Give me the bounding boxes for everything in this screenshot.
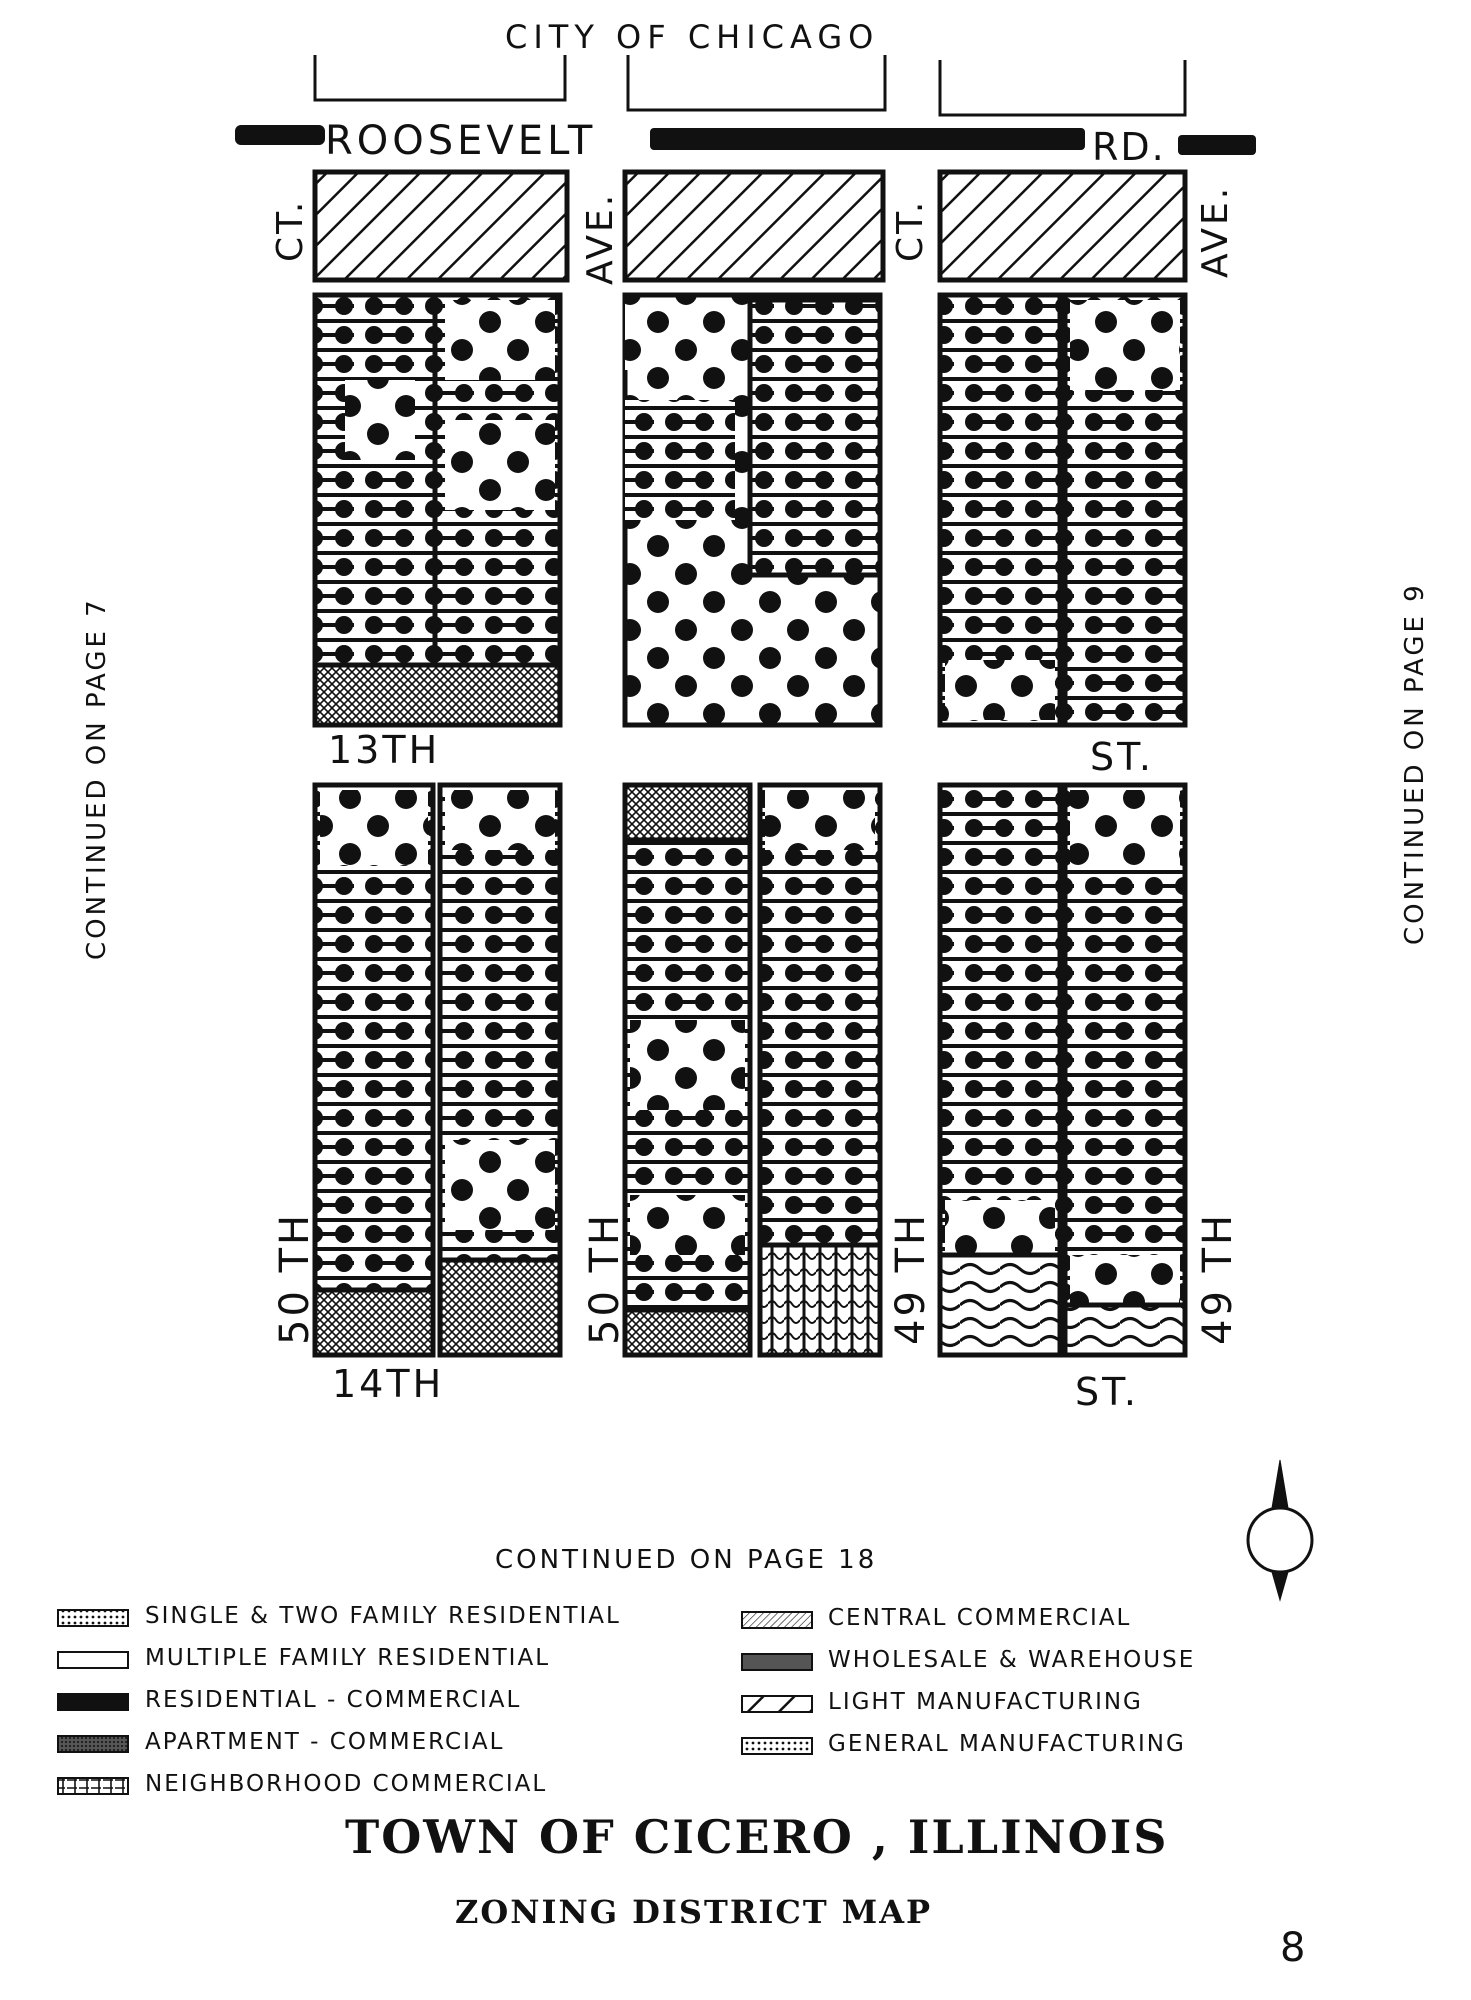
st-label-13th: ST. — [1090, 735, 1154, 779]
ave-left-label: AVE. — [580, 191, 621, 285]
continued-page-18: CONTINUED ON PAGE 18 — [495, 1545, 878, 1575]
continued-page-9: CONTINUED ON PAGE 9 — [1400, 582, 1430, 945]
49th-mid-label: 49 TH — [888, 1211, 934, 1345]
50th-mid-label: 50 TH — [582, 1211, 628, 1345]
50th-left-label: 50 TH — [272, 1211, 318, 1345]
city-boundary-brackets — [315, 55, 1185, 115]
legend-single-two-family: SINGLE & TWO FAMILY RESIDENTIAL — [145, 1603, 621, 1629]
rd-label: RD. — [1092, 125, 1166, 169]
map-subtitle: ZONING DISTRICT MAP — [455, 1893, 933, 1931]
ave-right-label: AVE. — [1195, 184, 1236, 278]
legend-central-commercial: CENTRAL COMMERCIAL — [828, 1605, 1132, 1631]
north-arrow-icon — [1248, 1460, 1312, 1600]
continued-page-7: CONTINUED ON PAGE 7 — [82, 597, 112, 960]
city-of-chicago-label: CITY OF CHICAGO — [505, 18, 880, 56]
legend-multiple-family: MULTIPLE FAMILY RESIDENTIAL — [145, 1645, 551, 1671]
legend-apartment-commercial: APARTMENT - COMMERCIAL — [145, 1729, 505, 1755]
ct-right-label: CT. — [890, 198, 931, 262]
49th-right-label: 49 TH — [1195, 1211, 1241, 1345]
page-number: 8 — [1280, 1925, 1309, 1971]
14th-street-label: 14TH — [332, 1362, 445, 1406]
legend-light-manufacturing: LIGHT MANUFACTURING — [828, 1689, 1143, 1715]
legend-general-manufacturing: GENERAL MANUFACTURING — [828, 1731, 1186, 1757]
legend-residential-commercial: RESIDENTIAL - COMMERCIAL — [145, 1687, 522, 1713]
ct-left-label: CT. — [270, 198, 311, 262]
lower-blocks — [315, 785, 1185, 1355]
st-label-14th: ST. — [1075, 1370, 1139, 1414]
map-title: TOWN OF CICERO , ILLINOIS — [345, 1810, 1169, 1864]
upper-blocks — [315, 295, 1185, 725]
13th-street-label: 13TH — [328, 728, 441, 772]
roosevelt-label: ROOSEVELT — [325, 118, 597, 164]
legend-wholesale-warehouse: WHOLESALE & WAREHOUSE — [828, 1647, 1196, 1673]
legend-neighborhood-commercial: NEIGHBORHOOD COMMERCIAL — [145, 1771, 548, 1797]
commercial-strip-row — [315, 172, 1185, 280]
